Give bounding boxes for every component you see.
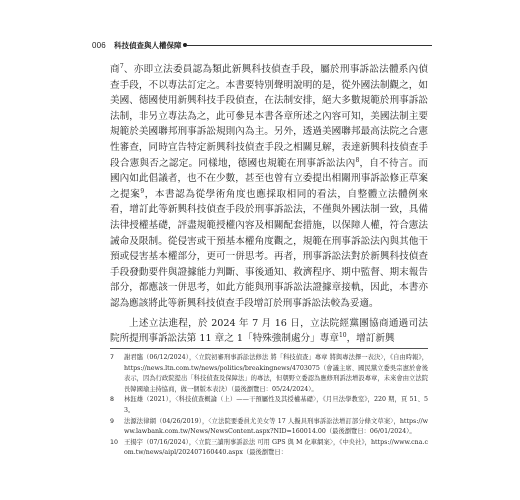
footnote-number: 9 bbox=[110, 417, 115, 425]
footnote-number: 8 bbox=[110, 396, 115, 404]
footnote-text: 謝君臨（06/12/2024），〈立院初審刑事訴訟法修法 將「科技偵查」專章 將與專法擇一表決〉，《自由時報》，https://news.ltn.com.tw/news/politics/breakingnews/4703075（會議主席、國民黨立委吳宗憲於會後表示，因為行政院提出「科技偵查及保障法」的專法，但朝野立委認為應修刑訴法增設專章，未來會由立法院長韓國瑜主持協商，做一個版本表決）（最後瀏覽日：05/24/2024）。 bbox=[124, 354, 428, 393]
paragraph-1-text-d: ，本書認為從學術角度也應採取相同的看法，自整體立法體例來看，增訂此等新興科技偵查手段於刑事訴訟法，不僅與外國法制一致，具備法律授權基礎，評盡規範授權內容及相關配套措施，以保障人權，符合憲法誡命及限制。從侵害或干預基本權角度觀之，規範在刑事訴訟法內與其他干預或侵害基本權部分，更可一併思考。再者，刑事訴訟法對於新興科技偵查手段發動要件與證據能力判斷、事後通知、救濟程序、期中監督、期末報告部分，都應該一併思考，如此方能與刑事訴訟法證據章接軌，因此，本書亦認為應該將此等新興科技偵查手段增訂於刑事訴訟法較為妥適。 bbox=[110, 188, 429, 309]
paragraph-2-text-b: ，增訂新興 bbox=[346, 333, 395, 345]
footnote-number: 10 bbox=[110, 438, 119, 446]
footnote-number: 7 bbox=[110, 354, 115, 361]
footnote-ref-9[interactable]: 9 bbox=[140, 187, 145, 195]
footnote-text: 法源法律網（04/26/2019），〈立法院要委員尤美女等 17 人擬具刑事訴訟法增訂部分條文草案〉，https://www.lawbank.com.tw/News/NewsContent.aspx?NID=160014.00（最後瀏覽日：06/01/2024）。 bbox=[124, 417, 428, 436]
footnotes bbox=[110, 353, 428, 459]
header-rule-dot-icon bbox=[183, 43, 187, 47]
footnote-separator bbox=[110, 348, 428, 349]
footnote-item bbox=[110, 353, 428, 395]
paragraph-1-text-a: 商 bbox=[110, 64, 120, 75]
footnote-ref-10[interactable]: 10 bbox=[338, 332, 347, 340]
footnote-item bbox=[110, 438, 428, 459]
main-text bbox=[110, 62, 428, 347]
paragraph-2-text-a: 上述立法進程，於 2024 年 7 月 16 日，立法院經黨團協商通過司法院所提刑事訴訟法第 11 章之 1「特殊強制處分」專章 bbox=[110, 317, 428, 345]
page-number: 006 bbox=[92, 40, 106, 50]
page-header bbox=[92, 38, 432, 52]
footnote-ref-8[interactable]: 8 bbox=[355, 156, 360, 164]
footnote-item bbox=[110, 417, 428, 438]
header-rule bbox=[187, 45, 432, 46]
running-title: 科技偵查與人權保障 bbox=[113, 40, 182, 50]
footnote-item bbox=[110, 395, 428, 416]
paragraph-1 bbox=[110, 62, 428, 312]
paragraph-1-text-c: ，自不待言。而國內如此倡議者，也不在少數，甚至也曾有立委提出相關刑事訴訟修正草案之提案 bbox=[110, 157, 429, 200]
footnote-ref-7[interactable]: 7 bbox=[119, 63, 124, 70]
footnote-text: 王揚宇（07/16/2024），〈立院三讀刑事訴訟法 可用 GPS 與 M 化車網案〉，《中央社》，https://www.cna.com.tw/news/aipl/202407160440.aspx（最後瀏覽日： bbox=[124, 438, 428, 457]
footnote-text: 林鈺雄（2021），〈科技偵查概論（上）——干預屬性及其授權基礎〉，《月旦法學教室》，220 期，頁 51、53。 bbox=[124, 396, 428, 414]
paragraph-2 bbox=[110, 316, 428, 347]
paragraph-1-text-b: 、亦即立法委員認為類此新興科技偵查手段，屬於刑事訴訟法體系內偵查手段，不以專法訂定之。本書要特別聲明說明的是，從外國法制觀之，如美國、德國使用新興科技手段偵查，在法制安排，絕大多數規範於刑事訴訟法制，非另立專法為之，此可參見本書各章所述之內容可知，美國法制主要規範於美國聯邦刑事訴訟規則內為主。另外，透過美國聯邦最高法院之合憲性審查，同時宣告特定新興科技偵查手段之相關見解，表達新興科技偵查手段合憲與否之認定。同樣地，德國也規範在刑事訴訟法內 bbox=[110, 64, 429, 169]
